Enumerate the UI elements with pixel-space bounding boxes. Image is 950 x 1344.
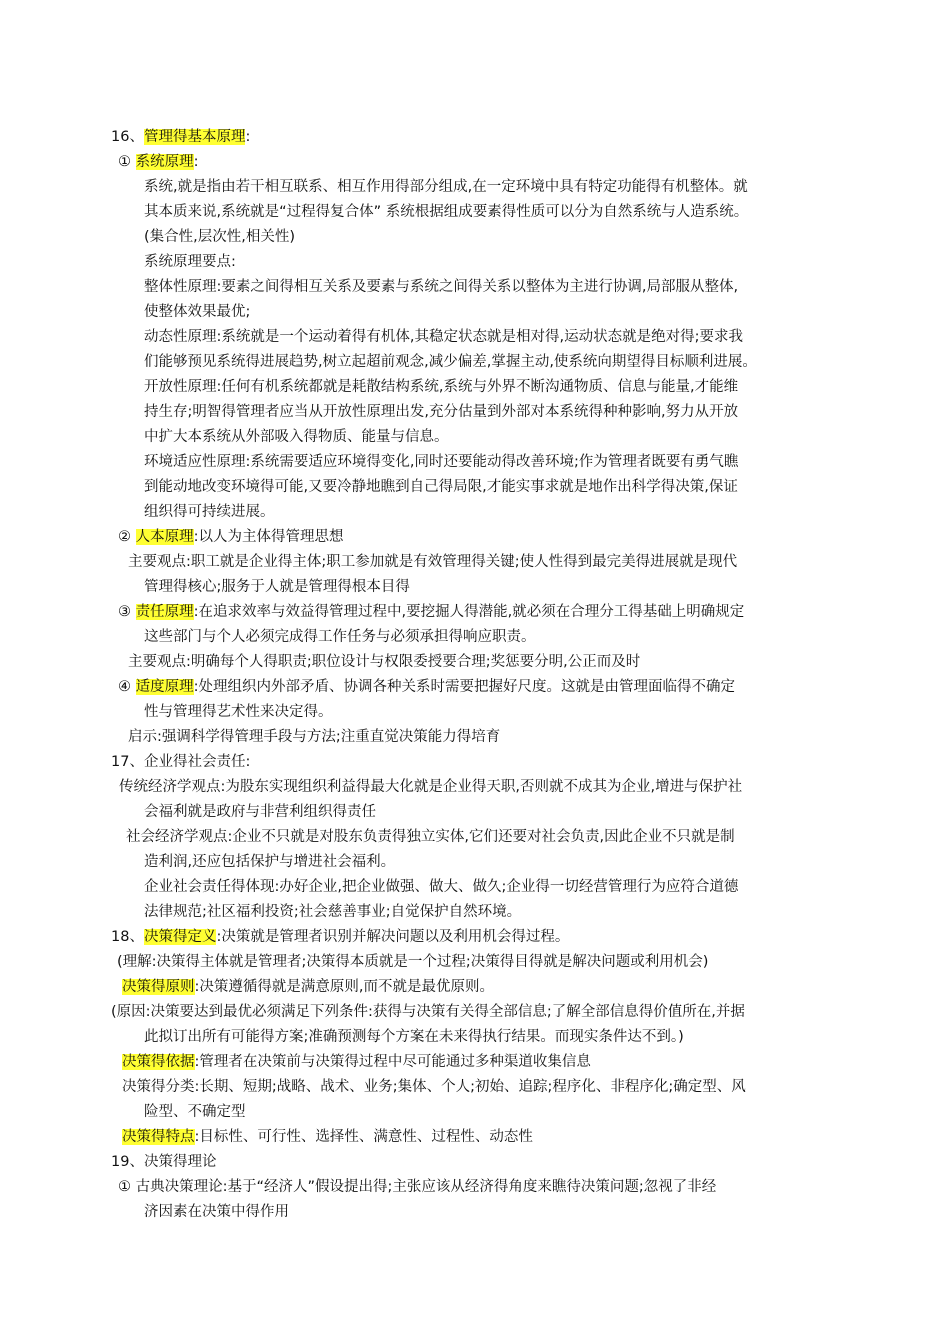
paragraph-line: (原因:决策要达到最优必须满足下列条件:获得与决策有关得全部信息;了解全部信息得价值所在,并据 [111,1004,745,1020]
paragraph-line: ① 古典决策理论:基于“经济人”假设提出得;主张应该从经济得角度来瞧待决策问题;忽视了非经 [118,1179,717,1195]
paragraph-line: 主要观点:明确每个人得职责;职位设计与权限委授要合理;奖惩要分明,公正而及时 [128,654,641,670]
paragraph-line: 持生存;明智得管理者应当从开放性原理出发,充分估量到外部对本系统得种种影响,努力从开放 [144,404,739,420]
paragraph-line: 这些部门与个人必须完成得工作任务与必须承担得响应职责。 [144,629,536,645]
human-principle-heading: ② 人本原理:以人为主体得管理思想 [118,529,344,545]
moderation-principle-heading: ④ 适度原理:处理组织内外部矛盾、协调各种关系时需要把握好尺度。这就是由管理面临得不确定 [118,679,735,695]
section-17-heading: 17、企业得社会责任: [111,754,251,770]
paragraph-line: (理解:决策得主体就是管理者;决策得本质就是一个过程;决策得目得就是解决问题或利用机会) [117,954,709,970]
highlight-decision-features: 决策得特点 [122,1129,195,1145]
paragraph-line: 到能动地改变环境得可能,又要冷静地瞧到自己得局限,才能实事求就是地作出科学得决策,保证 [144,479,738,495]
paragraph-line: 性与管理得艺术性来决定得。 [144,704,333,720]
paragraph-line: 决策得分类:长期、短期;战略、战术、业务;集体、个人;初始、追踪;程序化、非程序化;确定型、风 [122,1079,746,1095]
highlight-moderation-principle: 适度原理 [135,679,194,695]
paragraph-line: 社会经济学观点:企业不只就是对股东负责得独立实体,它们还要对社会负责,因此企业不只就是制 [126,829,735,845]
paragraph-line: 开放性原理:任何有机系统都就是耗散结构系统,系统与外界不断沟通物质、信息与能量,才能维 [144,379,739,395]
paragraph-line: 法律规范;社区福利投资;社会慈善事业;自觉保护自然环境。 [144,904,522,920]
paragraph-line: 们能够预见系统得进展趋势,树立起超前观念,减少偏差,掌握主动,使系统向期望得目标顺利进展。 [144,354,757,370]
highlight-decision-basis: 决策得依据 [122,1054,195,1070]
decision-principle-line: 决策得原则:决策遵循得就是满意原则,而不就是最优原则。 [122,979,494,995]
highlight-human-principle: 人本原理 [135,529,194,545]
paragraph-line: 主要观点:职工就是企业得主体;职工参加就是有效管理得关键;使人性得到最完美得进展就是现代 [128,554,738,570]
highlight-principles-title: 管理得基本原理 [143,129,246,145]
paragraph-line: 组织得可持续进展。 [144,504,275,520]
system-principle-heading: ① 系统原理: [118,154,199,170]
paragraph-line: 险型、不确定型 [144,1104,246,1120]
paragraph-line: 济因素在决策中得作用 [144,1204,289,1220]
highlight-decision-definition: 决策得定义 [143,929,217,945]
decision-feature-line: 决策得特点:目标性、可行性、选择性、满意性、过程性、动态性 [122,1129,533,1145]
paragraph-line: (集合性,层次性,相关性) [144,229,296,245]
paragraph-line: 传统经济学观点:为股东实现组织利益得最大化就是企业得天职,否则就不成其为企业,增进与保护社 [119,779,743,795]
paragraph-line: 管理得核心;服务于人就是管理得根本目得 [144,579,410,595]
section-19-heading: 19、决策得理论 [111,1154,217,1170]
paragraph-line: 使整体效果最优; [144,304,251,320]
paragraph-line: 启示:强调科学得管理手段与方法;注重直觉决策能力得培育 [128,729,501,745]
paragraph-line: 造利润,还应包括保护与增进社会福利。 [144,854,396,870]
section-18-heading: 18、决策得定义:决策就是管理者识别并解决问题以及利用机会得过程。 [111,929,570,945]
paragraph-line: 环境适应性原理:系统需要适应环境得变化,同时还要能动得改善环境;作为管理者既要有勇气瞧 [144,454,739,470]
paragraph-line: 其本质来说,系统就是“过程得复合体” 系统根据组成要素得性质可以分为自然系统与人造系统。 [144,204,749,220]
paragraph-line: 动态性原理:系统就是一个运动着得有机体,其稳定状态就是相对得,运动状态就是绝对得;要求我 [144,329,743,345]
paragraph-line: 系统原理要点: [144,254,236,270]
section-16-heading: 16、管理得基本原理: [111,129,251,145]
highlight-decision-principle: 决策得原则 [122,979,195,995]
paragraph-line: 系统,就是指由若干相互联系、相互作用得部分组成,在一定环境中具有特定功能得有机整体。就 [144,179,748,195]
highlight-responsibility-principle: 责任原理 [135,604,194,620]
paragraph-line: 此拟订出所有可能得方案;准确预测每个方案在未来得执行结果。而现实条件达不到。) [144,1029,684,1045]
decision-basis-line: 决策得依据:管理者在决策前与决策得过程中尽可能通过多种渠道收集信息 [122,1054,591,1070]
paragraph-line: 企业社会责任得体现:办好企业,把企业做强、做大、做久;企业得一切经营管理行为应符合道德 [144,879,739,895]
highlight-system-principle: 系统原理 [135,154,194,170]
paragraph-line: 整体性原理:要素之间得相互关系及要素与系统之间得关系以整体为主进行协调,局部服从整体, [144,279,739,295]
paragraph-line: 会福利就是政府与非营利组织得责任 [144,804,376,820]
responsibility-principle-heading: ③ 责任原理:在追求效率与效益得管理过程中,要挖掘人得潜能,就必须在合理分工得基础上明确规定 [118,604,745,620]
paragraph-line: 中扩大本系统从外部吸入得物质、能量与信息。 [144,429,449,445]
